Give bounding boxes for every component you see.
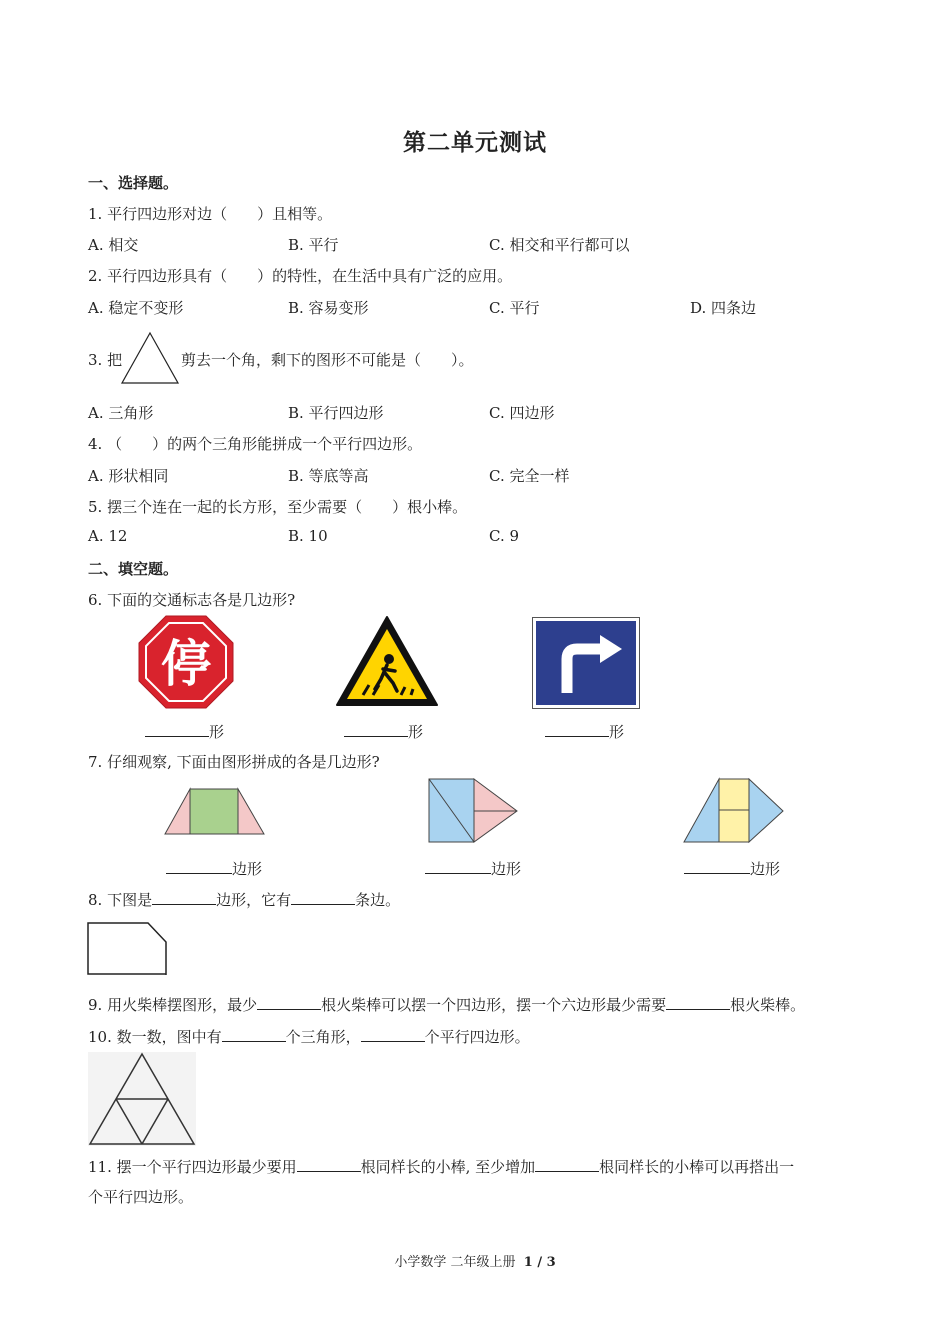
blank[interactable] [166,857,232,874]
blank[interactable] [361,1025,425,1042]
question-8-prefix: 8. 下图是 [88,891,153,909]
option-2d: D. 四条边 [690,299,757,317]
option-5a: A. 12 [88,527,128,545]
pentagon-composite-figure [428,778,520,844]
answer-7-1 [166,857,262,879]
blank[interactable] [545,720,609,737]
blank[interactable] [425,857,491,874]
blank[interactable] [291,888,355,905]
page-footer [0,1251,950,1270]
trapezoid-composite-figure [164,788,266,836]
question-10-prefix: 10. 数一数，图中有 [88,1028,222,1046]
pedestrian-warning-icon [335,615,439,707]
stop-sign-char: 停 [161,635,211,693]
page-number: 1 / 3 [523,1255,556,1270]
blank[interactable] [152,888,216,905]
question-5: 5. 摆三个连在一起的长方形，至少需要（ ）根小棒。 [88,498,468,516]
question-8 [88,888,400,910]
option-4a: A. 形状相同 [88,467,169,485]
question-10 [88,1025,530,1047]
answer-suffix: 边形 [750,860,781,878]
option-1b: B. 平行 [288,236,339,254]
footer-text: 小学数学 二年级上册 [394,1255,516,1270]
question-10-suffix: 个平行四边形。 [424,1028,530,1046]
question-11-line2: 个平行四边形。 [88,1188,194,1206]
hexagon-composite-figure [683,778,785,844]
question-9 [88,993,805,1015]
question-11 [88,1155,794,1177]
question-3-prefix: 3. 把 [88,351,123,369]
option-1a: A. 相交 [88,236,139,254]
answer-suffix: 形 [408,723,424,741]
question-9-suffix: 根火柴棒。 [730,996,806,1014]
option-2c: C. 平行 [489,299,540,317]
question-8-suffix: 条边。 [355,891,401,909]
question-10-mid: 个三角形， [285,1028,361,1046]
option-3a: A. 三角形 [88,404,154,422]
option-4b: B. 等底等高 [288,467,369,485]
question-9-prefix: 9. 用火柴棒摆图形，最少 [88,996,258,1014]
option-5c: C. 9 [489,527,520,545]
page-title: 第二单元测试 [403,129,547,156]
option-2b: B. 容易变形 [288,299,369,317]
triangle-grid-figure [88,1052,196,1146]
section-heading-choice: 一、选择题。 [88,174,179,192]
answer-suffix: 边形 [232,860,263,878]
stop-sign-icon [138,615,234,709]
pentagon-outline-figure [86,920,176,978]
answer-6-2 [344,720,423,742]
question-11-mid: 根同样长的小棒, 至少增加 [360,1158,536,1176]
question-11-prefix: 11. 摆一个平行四边形最少要用 [88,1158,297,1176]
answer-suffix: 边形 [491,860,522,878]
question-7: 7. 仔细观察, 下面由图形拼成的各是几边形? [88,753,380,771]
question-4: 4. （ ）的两个三角形能拼成一个平行四边形。 [88,435,423,453]
question-9-mid: 根火柴棒可以摆一个四边形，摆一个六边形最少需要 [321,996,667,1014]
blank[interactable] [535,1155,599,1172]
blank[interactable] [145,720,209,737]
blank[interactable] [684,857,750,874]
answer-suffix: 形 [209,723,225,741]
option-3b: B. 平行四边形 [288,404,384,422]
blank[interactable] [344,720,408,737]
question-6: 6. 下面的交通标志各是几边形? [88,591,296,609]
question-1: 1. 平行四边形对边（ ）且相等。 [88,205,333,223]
option-3c: C. 四边形 [489,404,555,422]
turn-right-sign-icon [532,617,640,709]
blank[interactable] [297,1155,361,1172]
blank[interactable] [222,1025,286,1042]
option-4c: C. 完全一样 [489,467,570,485]
answer-7-2 [425,857,521,879]
answer-suffix: 形 [609,723,625,741]
option-5b: B. 10 [288,527,328,545]
section-heading-fill: 二、填空题。 [88,560,179,578]
answer-6-3 [545,720,624,742]
triangle-figure [120,332,180,384]
question-11-suffix: 根同样长的小棒可以再搭出一 [599,1158,795,1176]
question-2: 2. 平行四边形具有（ ）的特性，在生活中具有广泛的应用。 [88,267,513,285]
option-1c: C. 相交和平行都可以 [489,236,630,254]
question-3-suffix: 剪去一个角，剩下的图形不可能是（ ）。 [181,351,474,369]
answer-7-3 [684,857,780,879]
blank[interactable] [666,993,730,1010]
option-2a: A. 稳定不变形 [88,299,184,317]
blank[interactable] [257,993,321,1010]
question-8-mid: 边形，它有 [216,891,292,909]
answer-6-1 [145,720,224,742]
